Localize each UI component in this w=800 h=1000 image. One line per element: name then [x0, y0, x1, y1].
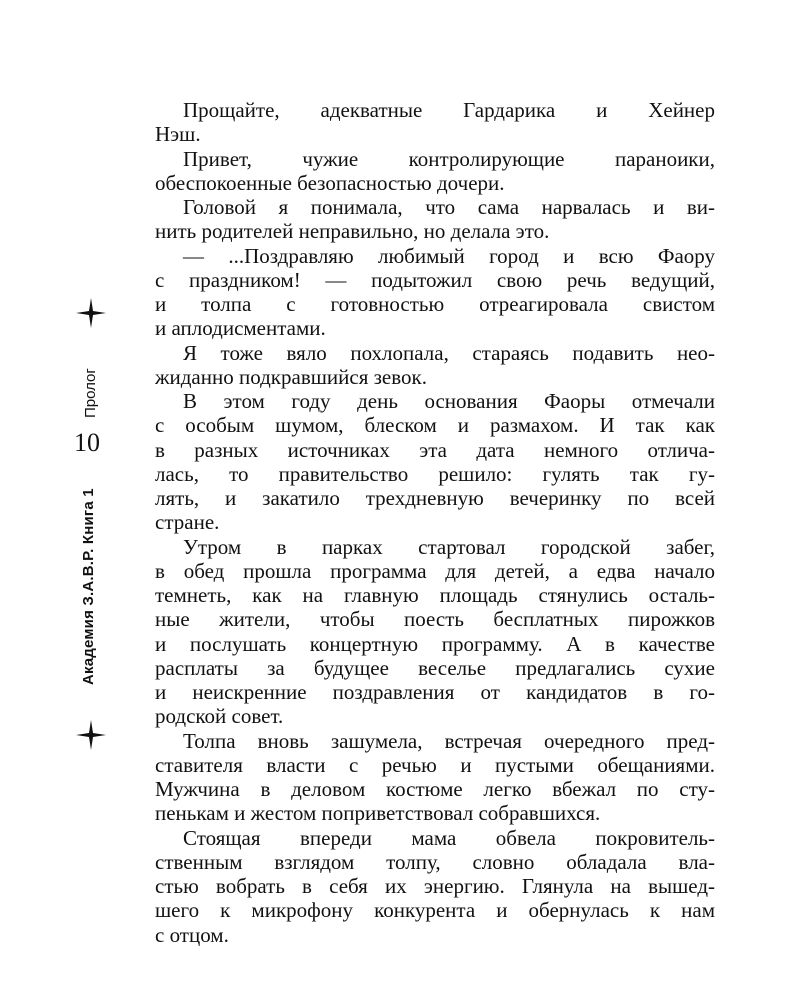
paragraph [155, 195, 715, 244]
body-text [155, 98, 715, 947]
text-line: Нэш. [155, 122, 201, 147]
text-line: обеспокоенные безопасностью дочери. [155, 170, 505, 195]
text-line: родской совет. [155, 704, 284, 729]
text-line: Толпа вновь зашумела, встречая очередного пред- [183, 728, 715, 753]
text-line: с отцом. [155, 922, 229, 947]
text-line: Привет, чужие контролирующие параноики, [183, 146, 715, 171]
section-label: Пролог [82, 368, 99, 418]
text-line: ставителя власти с речью и пустыми обещаниями. [155, 752, 715, 777]
text-line: Стоящая впереди мама обвела покровитель- [183, 825, 715, 850]
text-line: стью вобрать в себя их энергию. Глянула на вышед- [155, 874, 715, 898]
text-line: ные жители, чтобы поесть бесплатных пирожков [155, 607, 715, 632]
text-line: с особым шумом, блеском и размахом. И так как [155, 413, 715, 438]
text-line: Мужчина в деловом костюме легко вбежал по сту- [155, 777, 715, 801]
text-line: шего к микрофону конкурента и обернулась к нам [155, 898, 715, 923]
paragraph [155, 729, 715, 826]
paragraph [155, 147, 715, 196]
text-line: расплаты за будущее веселье предлагались сухие [155, 655, 715, 680]
star-ornament-icon [76, 298, 106, 328]
paragraph [155, 826, 715, 947]
text-line: лась, то правительство решило: гулять так гу- [155, 461, 715, 486]
star-ornament-icon [76, 720, 106, 750]
paragraph [155, 341, 715, 390]
text-line: В этом году день основания Фаоры отмечали [183, 389, 715, 413]
text-line: Головой я понимала, что сама нарвалась и ви- [183, 195, 715, 219]
paragraph [155, 244, 715, 341]
text-line: Я тоже вяло похлопала, стараясь подавить нео- [183, 340, 715, 365]
text-line: в обед прошла программа для детей, а едва начало [155, 558, 715, 583]
text-line: пенькам и жестом поприветствовал собравшихся. [155, 801, 601, 826]
paragraph [155, 535, 715, 729]
text-line: лять, и закатило трехдневную вечеринку по всей [155, 486, 715, 510]
text-line: и неискренние поздравления от кандидатов в го- [155, 680, 715, 704]
text-line: и послушать концертную программу. А в качестве [155, 631, 715, 656]
margin-rail [62, 290, 122, 750]
text-line: Утром в парках стартовал городской забег, [183, 534, 715, 559]
text-line: нить родителей неправильно, но делала это. [155, 219, 550, 244]
page-number: 10 [74, 428, 100, 457]
text-line: и толпа с готовностью отреагировала свистом [155, 292, 715, 316]
text-line: ственным взглядом толпу, словно обладала вла- [155, 849, 715, 874]
text-line: в разных источниках эта дата немного отлича- [155, 437, 715, 462]
text-line: стране. [155, 510, 220, 535]
paragraph [155, 98, 715, 147]
paragraph [155, 389, 715, 535]
text-line: жиданно подкравшийся зевок. [155, 364, 427, 389]
text-line: темнеть, как на главную площадь стянулись осталь- [155, 583, 715, 607]
text-line: — ...Поздравляю любимый город и всю Фаору [183, 243, 715, 268]
text-line: Прощайте, адекватные Гардарика и Хейнер [183, 98, 715, 122]
text-line: с праздником! — подытожил свою речь ведущий, [155, 267, 715, 292]
book-title: Академия З.А.В.Р. Книга 1 [80, 488, 97, 685]
text-line: и аплодисментами. [155, 316, 326, 341]
